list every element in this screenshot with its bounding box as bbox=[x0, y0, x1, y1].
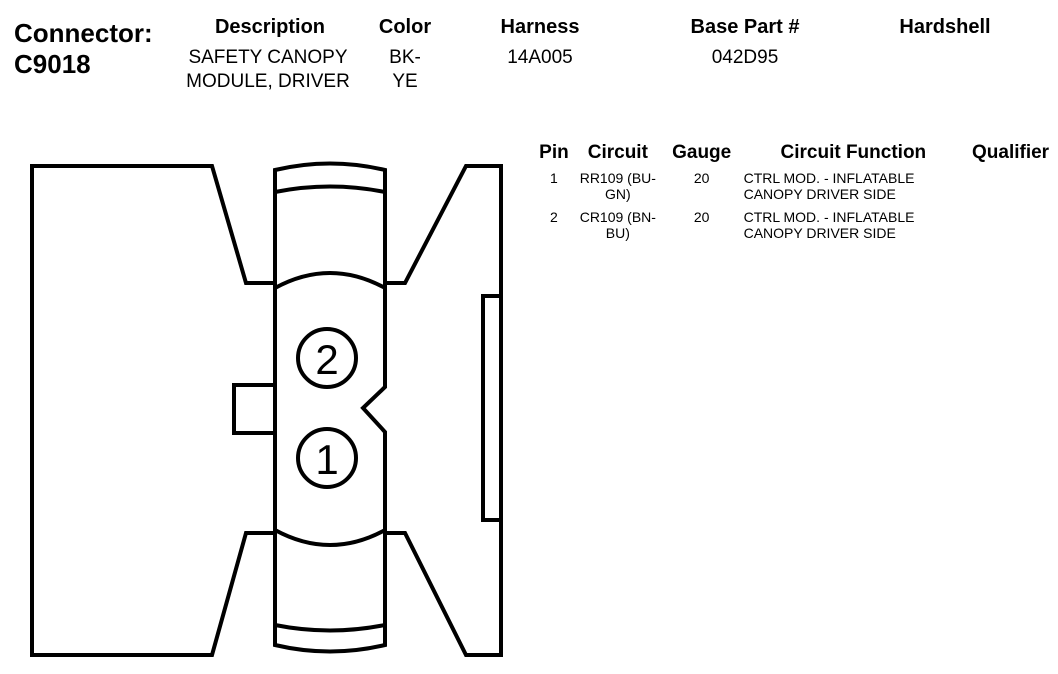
pin-number: 2 bbox=[550, 209, 558, 225]
gauge-cell: 20 bbox=[693, 170, 710, 186]
function-line-1: CTRL MOD. - INFLATABLE bbox=[743, 170, 915, 186]
pin-1-label: 1 bbox=[315, 436, 339, 483]
gauge-header: Gauge bbox=[672, 142, 732, 163]
connector-left-tab bbox=[234, 385, 275, 433]
base-part-header: Base Part # bbox=[690, 16, 800, 38]
description-line-2: MODULE, DRIVER bbox=[186, 71, 350, 92]
circuit-function-header: Circuit Function bbox=[780, 142, 927, 163]
circuit-header: Circuit bbox=[587, 142, 648, 163]
color-header: Color bbox=[378, 16, 432, 38]
harness-header: Harness bbox=[500, 16, 580, 38]
pin-header: Pin bbox=[539, 142, 569, 163]
description-line-1: SAFETY CANOPY bbox=[188, 47, 348, 68]
harness-value: 14A005 bbox=[507, 47, 573, 68]
color-line-1: BK- bbox=[389, 47, 421, 68]
circuit-line-1: CR109 (BN- bbox=[579, 209, 656, 225]
circuit-line-1: RR109 (BU- bbox=[579, 170, 656, 186]
hardshell-header: Hardshell bbox=[899, 16, 991, 38]
function-line-2: CANOPY DRIVER SIDE bbox=[743, 186, 896, 202]
connector-latch-slot bbox=[483, 296, 501, 520]
base-part-value: 042D95 bbox=[711, 47, 779, 68]
qualifier-header: Qualifier bbox=[972, 142, 1050, 163]
pin-number: 1 bbox=[550, 170, 558, 186]
connector-lower-curve bbox=[275, 530, 385, 545]
connector-left-body bbox=[32, 166, 275, 655]
connector-label: Connector: bbox=[14, 18, 153, 48]
gauge-cell: 20 bbox=[693, 209, 710, 225]
color-line-2: YE bbox=[392, 71, 418, 92]
pin-2-label: 2 bbox=[315, 336, 339, 383]
connector-id: C9018 bbox=[14, 49, 91, 79]
connector-top-band bbox=[275, 187, 385, 193]
function-line-1: CTRL MOD. - INFLATABLE bbox=[743, 209, 915, 225]
circuit-line-2: BU) bbox=[605, 225, 630, 241]
connector-center-insert bbox=[275, 164, 385, 652]
function-line-2: CANOPY DRIVER SIDE bbox=[743, 225, 896, 241]
connector-upper-curve bbox=[275, 273, 385, 288]
connector-bottom-band bbox=[275, 625, 385, 631]
circuit-line-2: GN) bbox=[604, 186, 631, 202]
description-header: Description bbox=[214, 16, 326, 38]
